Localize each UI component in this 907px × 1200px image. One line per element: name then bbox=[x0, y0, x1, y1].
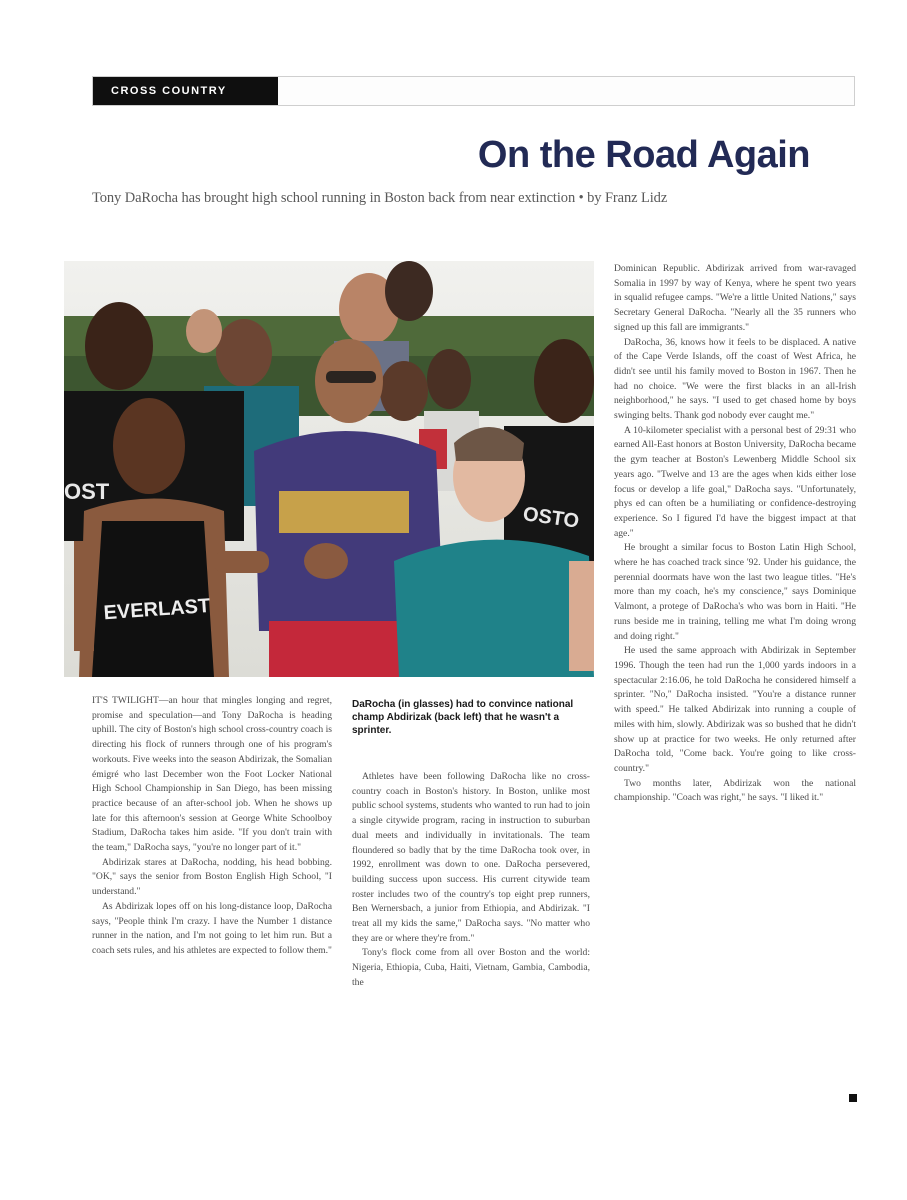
body-column-2 bbox=[352, 770, 590, 991]
body-paragraph: Two months later, Abdirizak won the national championship. "Coach was right," he says. "I liked it." bbox=[614, 777, 856, 804]
body-paragraph: Abdirizak stares at DaRocha, nodding, his head bobbing. "OK," says the senior from Boston English High School, "I understand." bbox=[92, 856, 332, 898]
body-paragraph: Dominican Republic. Abdirizak arrived from war-ravaged Somalia in 1997 by way of Kenya, where he spent two years in squalid refugee camps. "We're a little United Nations," says Secretary General DaRocha. "Nearly all the 35 runners who signed up this fall are immigrants." bbox=[614, 263, 856, 333]
shirt-text-left: OST bbox=[64, 479, 110, 504]
photo-caption: DaRocha (in glasses) had to convince national champ Abdirizak (back left) that he wasn't a sprinter. bbox=[352, 699, 574, 736]
jersey-text: EVERLAST bbox=[102, 594, 211, 625]
body-paragraph: He used the same approach with Abdirizak in September 1996. Though the teen had run the 1,000 yards indoors in a spectacular 2:16.06, he told DaRocha he considered himself a sprinter. "No," DaRocha insisted. "You're a distance runner with speed." He talked Abdirizak into running a couple of miles with him, slowly. Abdirizak was so bushed that he didn't show up at practice for two weeks. He only returned after DaRocha told, "Come back. You're going to like cross-country." bbox=[614, 645, 856, 774]
body-paragraph: Athletes have been following DaRocha like no cross-country coach in Boston's history. In Boston, unlike most public school systems, students who wanted to run had to join a single citywide program, racing in instruction to suburban dual meets and individually in invitationals. The team floundered so badly that by the time DaRocha took over, in 1992, enrollment was down to one. DaRocha persevered, building success upon success. His current citywide team roster includes two of the country's top eight prep runners, Ben Wernersbach, a junior from Ethiopia, and Abdirizak. "I treat all my kids the same," DaRocha says. "No matter who they are or where they're from." bbox=[352, 771, 590, 944]
section-label: CROSS COUNTRY bbox=[93, 77, 278, 105]
end-of-story-mark bbox=[849, 1094, 857, 1102]
body-paragraph: As Abdirizak lopes off on his long-distance loop, DaRocha says, "People think I'm crazy. I have the Number 1 distance runner in the nation, and I'm not going to let him run. But a coach sets rules, and his athletes are expected to follow them." bbox=[92, 900, 332, 956]
body-column-3 bbox=[614, 262, 856, 806]
shirt-text-right: OSTO bbox=[521, 503, 581, 533]
body-column-1 bbox=[92, 694, 332, 959]
article-title: On the Road Again bbox=[477, 134, 810, 176]
section-header-bar bbox=[92, 76, 855, 106]
article-deck: Tony DaRocha has brought high school running in Boston back from near extinction • by Franz Lidz bbox=[92, 190, 668, 206]
body-paragraph: He brought a similar focus to Boston Latin High School, where he has coached track since '92. Under his guidance, the perennial doormats have won the last two league titles. "He's more than my coach, he's my conscience," says Dominique Valmont, a protege of DaRocha's who was born in Haiti. "He runs beside me in training, telling me what I'm doing wrong and doing right." bbox=[614, 542, 856, 642]
runners-photo bbox=[64, 261, 594, 677]
body-paragraph: DaRocha, 36, knows how it feels to be displaced. A native of the Cape Verde Islands, off the coast of West Africa, he didn't see until his family moved to Boston in 1967. Then he had no choice. "We were the first blacks in an all-Irish neighborhood," he says. "I used to get chased home by boys swinging belts. Thank god nobody ever caught me." bbox=[614, 336, 856, 422]
body-paragraph: A 10-kilometer specialist with a personal best of 29:31 who earned All-East honors at Boston University, DaRocha became the gym teacher at Boston's Lewenberg Middle School six years ago. "Twelve and 13 are the ages when kids either lose focus or develop a life goal," DaRocha says. "Unfortunately, phys ed can often be a humiliating or confidence-destroying experience. So I figured I'd have the biggest impact at that age." bbox=[614, 424, 856, 539]
body-paragraph: IT'S TWILIGHT—an hour that mingles longing and regret, promise and speculation—and Tony DaRocha is heading uphill. The city of Boston's high school cross-country coach is directing his flock of runners through one of his program's workouts. Five weeks into the season Abdirizak, the Somalian émigré who last December won the Foot Locker National High School Championship in San Diego, has been missing practice because of an after-school job. When he shows up late for this afternoon's session at George White Schoolboy Stadium, DaRocha takes him aside. "If you don't train with the team," DaRocha says, "you're no longer part of it." bbox=[92, 695, 332, 854]
body-paragraph: Tony's flock come from all over Boston and the world: Nigeria, Ethiopia, Cuba, Haiti, Vietnam, Gambia, Cambodia, the bbox=[352, 947, 590, 988]
